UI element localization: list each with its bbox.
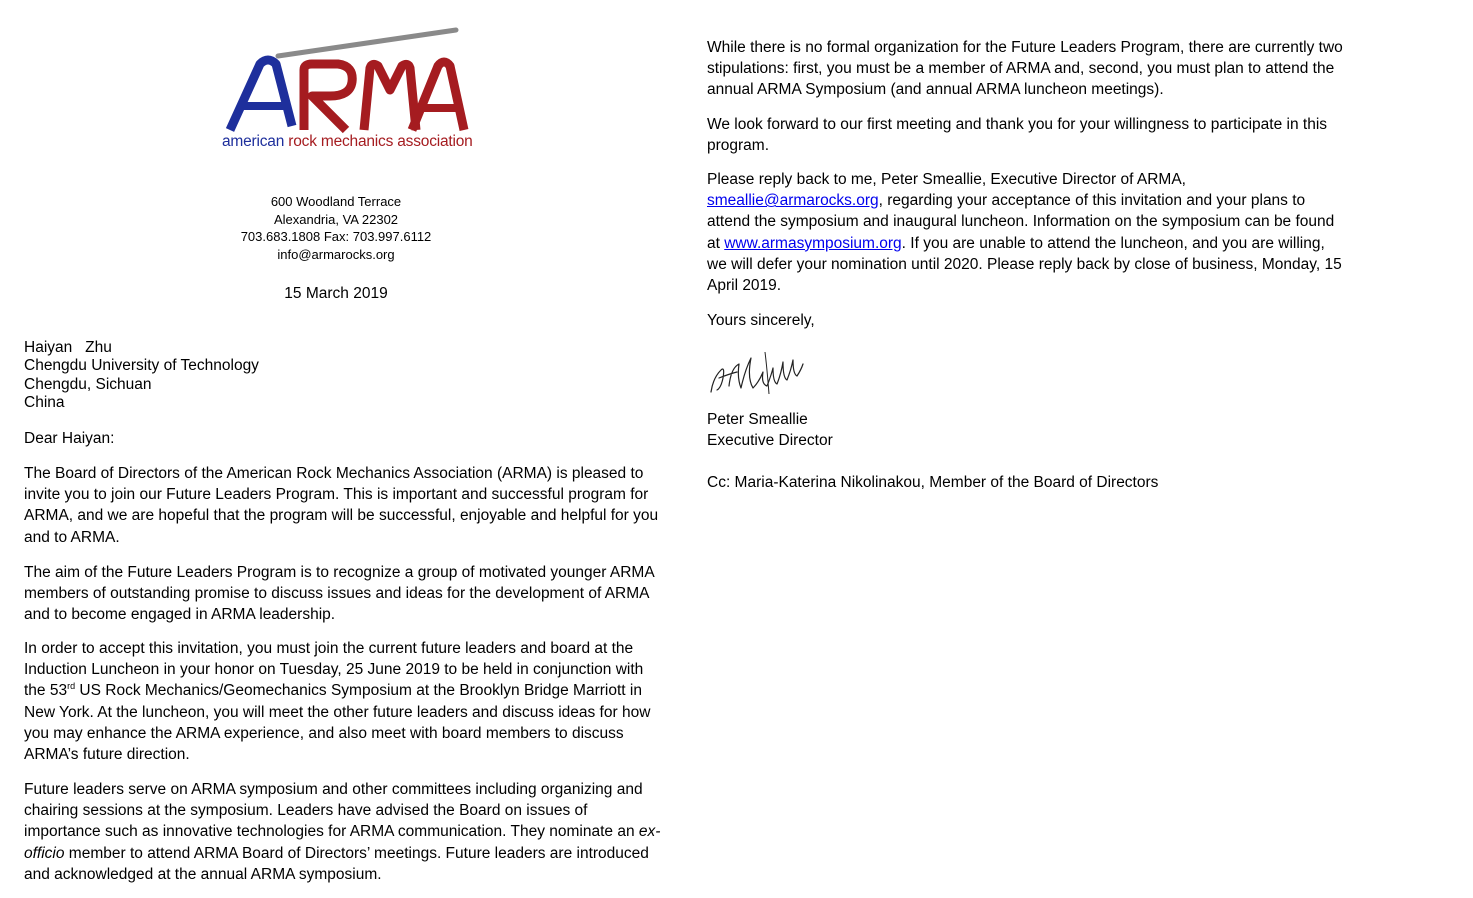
salutation: Dear Haiyan: bbox=[24, 430, 115, 447]
symposium-link[interactable]: www.armasymposium.org bbox=[724, 234, 902, 252]
handwritten-signature bbox=[707, 348, 817, 398]
address-phone-fax: 703.683.1808 Fax: 703.997.6112 bbox=[240, 229, 432, 245]
ex-officio-emphasis: ex-officio bbox=[24, 823, 661, 862]
paragraph-luncheon bbox=[24, 638, 664, 765]
paragraph-look-forward: We look forward to our first meeting and thank you for your willingness to participate in this program. bbox=[707, 116, 1328, 155]
recipient-city: Chengdu, Sichuan bbox=[24, 375, 152, 393]
logo-tagline-association: rock mechanics association bbox=[288, 133, 473, 150]
paragraph-aim: The aim of the Future Leaders Program is to recognize a group of motivated younger ARMA members of outstanding promise to discuss issues and ideas for the development of ARMA and to become engaged in ARMA leadership. bbox=[24, 564, 654, 624]
paragraph-reply-part3: . If you are unable to attend the luncheon, and you are willing, we will defer your nomination until 2020. Please reply back by close of business, Monday, 15 April 2019. bbox=[707, 234, 1342, 295]
recipient-institution: Chengdu University of Technology bbox=[24, 357, 259, 375]
paragraph-reply bbox=[707, 169, 1347, 296]
arma-logo bbox=[220, 26, 480, 156]
email-link[interactable]: smeallie@armarocks.org bbox=[707, 192, 879, 210]
signer-title: Executive Director bbox=[707, 432, 833, 450]
paragraph-leaders-serve bbox=[24, 779, 664, 885]
paragraph-luncheon-part2: US Rock Mechanics/Geomechanics Symposium at the Brooklyn Bridge Marriott in New York. At the luncheon, you will meet the other future leaders and discuss ideas for how you may enhance the ARMA experience, and also meet with board members to discuss ARMA’s future direction. bbox=[24, 682, 651, 764]
address-email: info@armarocks.org bbox=[277, 246, 395, 262]
logo-tagline bbox=[222, 133, 473, 151]
recipient-block bbox=[24, 339, 259, 413]
arma-logo-graphic bbox=[220, 26, 480, 136]
paragraph-reply-part1: Please reply back to me, Peter Smeallie, Executive Director of ARMA, bbox=[707, 171, 1186, 188]
letter-date: 15 March 2019 bbox=[284, 285, 388, 302]
letterhead-address bbox=[216, 193, 456, 263]
signature-graphic bbox=[707, 348, 817, 398]
address-street: 600 Woodland Terrace bbox=[270, 194, 402, 209]
signer-name: Peter Smeallie bbox=[707, 411, 808, 428]
signer-block bbox=[707, 409, 1347, 451]
cc-line: Cc: Maria-Katerina Nikolinakou, Member of the Board of Directors bbox=[707, 474, 1159, 491]
paragraph-leaders-part2: member to attend ARMA Board of Directors’ meetings. Future leaders are introduced and acknowledged at the annual ARMA symposium. bbox=[24, 844, 649, 883]
address-city: Alexandria, VA 22302 bbox=[273, 211, 399, 227]
paragraph-invitation: The Board of Directors of the American Rock Mechanics Association (ARMA) is pleased to invite you to join our Future Leaders Program. This is important and successful program for ARMA, and we are hopeful that the program will be successful, enjoyable and helpful for you and to ARMA. bbox=[24, 465, 659, 546]
paragraph-leaders-part1: Future leaders serve on ARMA symposium and other committees including organizing and chairing sessions at the symposium. Leaders have advised the Board on issues of importance such as innovative technologies for ARMA communication. They nominate an bbox=[24, 781, 643, 841]
logo-tagline-american: american bbox=[222, 133, 285, 150]
recipient-country: China bbox=[24, 394, 65, 412]
closing: Yours sincerely, bbox=[707, 312, 815, 329]
recipient-name: Haiyan Zhu bbox=[24, 339, 112, 356]
paragraph-stipulations: While there is no formal organization for the Future Leaders Program, there are currently two stipulations: first, you must be a member of ARMA and, second, you must plan to attend the annual ARMA Symposium (and annual ARMA luncheon meetings). bbox=[707, 39, 1343, 99]
paragraph-reply-part2: , regarding your acceptance of this invitation and your plans to attend the symposium and inaugural luncheon. Information on the symposium can be found at bbox=[707, 192, 1335, 252]
paragraph-luncheon-part1: In order to accept this invitation, you must join the current future leaders and board at the Induction Luncheon in your honor on Tuesday, 25 June 2019 to be held in conjunction with the 53 bbox=[24, 640, 644, 700]
ordinal-suffix: rd bbox=[67, 681, 76, 692]
